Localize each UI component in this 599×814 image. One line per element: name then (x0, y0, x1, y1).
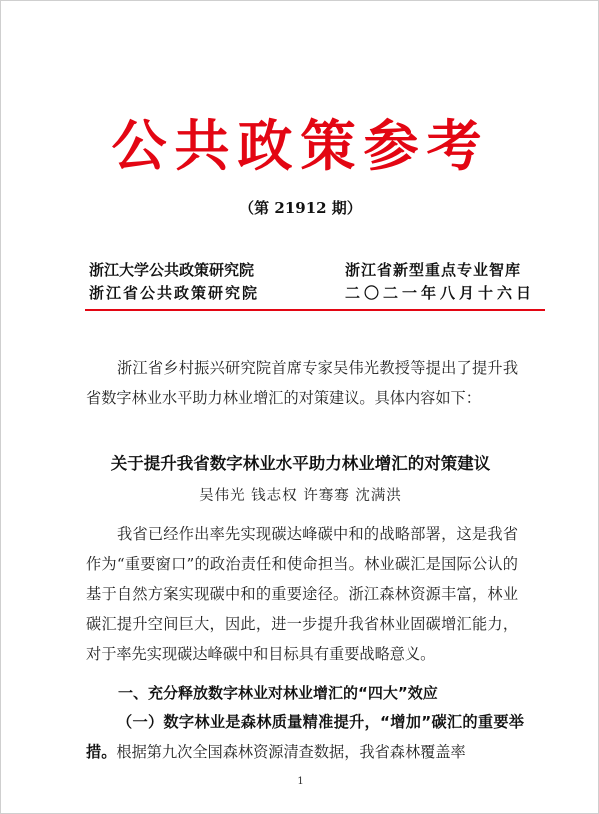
publisher-line-2: 浙江省公共政策研究院 (89, 284, 260, 302)
document-title: 关于提升我省数字林业水平助力林业增汇的对策建议 (110, 454, 491, 473)
issue-date: 二〇二一年八月十六日 (345, 284, 536, 302)
subsection-text: 根据第九次全国森林资源清查数据，我省森林覆盖率 (116, 743, 466, 761)
section-heading: 一、充分释放数字林业对林业增汇的“四大”效应 (118, 684, 438, 702)
intro-paragraph: 浙江省乡村振兴研究院首席专家吴伟光教授等提出了提升我省数字林业水平助力林业增汇的对策建议。具体内容如下： (86, 359, 518, 407)
body-paragraph: 我省已经作出率先实现碳达峰碳中和的战略部署，这是我省作为“重要窗口”的政治责任和使命担当。林业碳汇是国际公认的基于自然方案实现碳中和的重要途径。浙江森林资源丰富，林业碳汇提升空间巨大，因此，进一步提升我省林业固碳增汇能力，对于率先实现碳达峰碳中和目标具有重要战略意义。 (86, 525, 518, 663)
page-number: 1 (297, 776, 304, 787)
subsection-paragraph (86, 707, 524, 767)
issue-number: （第 21912 期） (239, 199, 362, 217)
publisher-line-1: 浙江大学公共政策研究院 (89, 261, 255, 279)
masthead-title: 公共政策参考 (111, 113, 490, 178)
think-tank-label: 浙江省新型重点专业智库 (345, 261, 522, 279)
subsection-heading: （一）数字林业是森林质量精准提升，“增加”碳汇的重要举措。 (86, 713, 524, 761)
authors-line: 吴伟光 钱志权 许骞骞 沈满洪 (199, 488, 402, 504)
header-divider (85, 309, 545, 311)
